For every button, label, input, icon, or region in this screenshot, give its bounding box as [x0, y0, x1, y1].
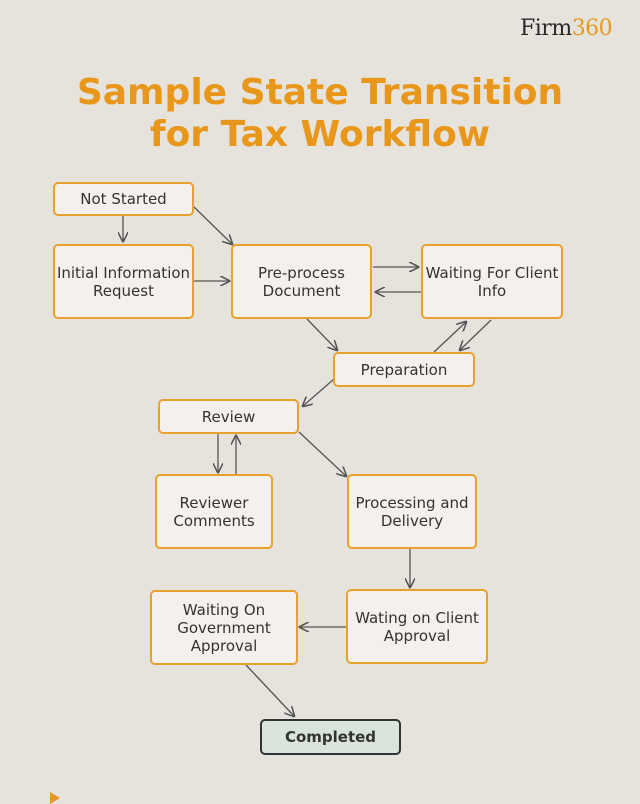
arrow-review-to-processing	[299, 432, 346, 476]
state-label: Waiting On Government Approval	[177, 600, 271, 655]
state-initial-information-request	[53, 244, 194, 319]
corner-accent-mark	[50, 792, 60, 804]
state-not-started	[53, 182, 194, 216]
state-completed	[260, 719, 401, 755]
state-label: Reviewer Comments	[173, 493, 255, 530]
page-title-line-1: Sample State Transition	[76, 72, 564, 113]
arrow-waiting-to-preparation	[460, 320, 491, 350]
state-label: Review	[201, 407, 256, 426]
logo-text: Firm	[520, 16, 572, 41]
state-label: Processing and Delivery	[355, 493, 469, 530]
logo-number: 360	[571, 16, 613, 41]
state-reviewer-comments	[155, 474, 273, 549]
state-waiting-on-government-approval	[150, 590, 298, 665]
arrow-preparation-to-review	[303, 379, 334, 406]
state-label: Not Started	[80, 190, 167, 208]
arrow-preprocess-to-preparation	[307, 319, 337, 350]
state-label: Preparation	[360, 360, 448, 379]
state-label: Completed	[284, 728, 377, 746]
state-label: Initial Information Request	[56, 263, 191, 300]
state-label: Waiting For Client Info	[425, 263, 559, 300]
arrow-notstarted-to-preprocess	[194, 207, 232, 244]
state-waiting-for-client-info	[421, 244, 563, 319]
state-label: Pre-process Document	[258, 263, 345, 300]
page-title-line-2: for Tax Workflow	[149, 114, 491, 155]
state-processing-and-delivery	[347, 474, 477, 549]
state-client-approval	[346, 589, 488, 664]
state-review	[158, 399, 299, 434]
arrow-government-to-completed	[246, 665, 294, 716]
state-pre-process-document	[231, 244, 372, 319]
arrow-preparation-to-waiting	[434, 322, 466, 352]
state-label: Wating on Client Approval	[355, 608, 479, 645]
state-preparation	[333, 352, 475, 387]
